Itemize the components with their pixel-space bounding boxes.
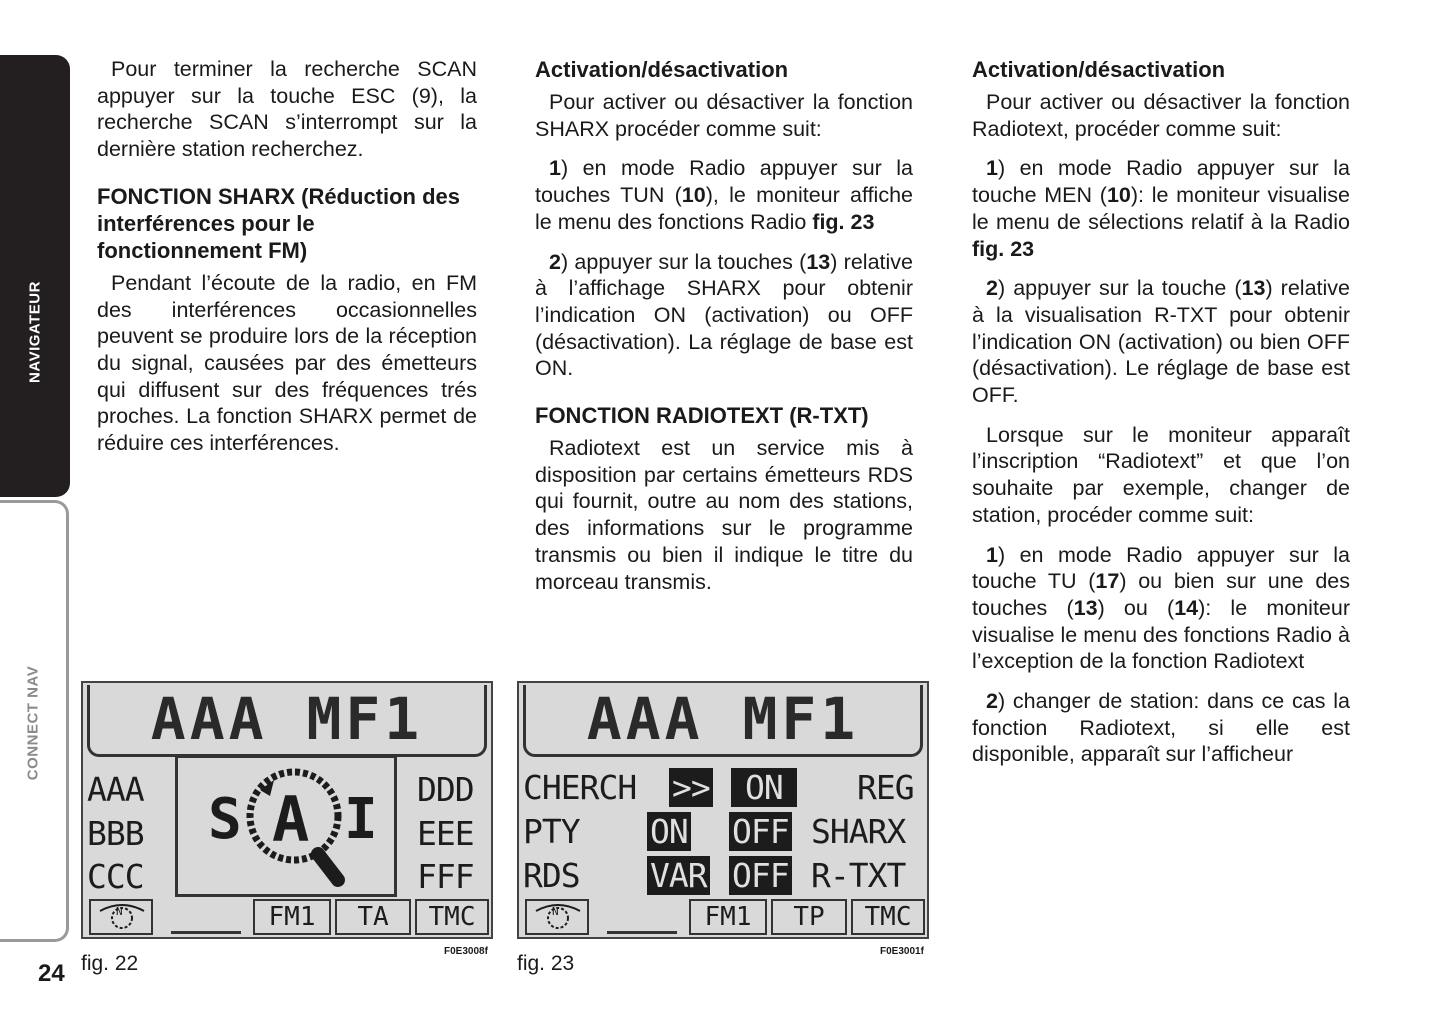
key-number: 14 [1174,595,1199,620]
scan-letter-s: S [208,787,241,852]
paragraph-sharx-step-2 [535,249,913,383]
navigation-button[interactable] [89,899,153,935]
preset-label: DDD [417,770,474,809]
fm1-button[interactable]: FM1 [689,899,767,935]
paragraph-radiotext-step-2 [972,275,1350,409]
tab-navigateur-label: NAVIGATEUR [26,281,44,383]
navigation-compass-icon [528,901,586,931]
preset-label: EEE [417,814,474,853]
step-text: ) en mode Radio appuyer sur la touche TU ( [972,542,1350,594]
menu-value-text: VAR [647,856,710,895]
menu-value-text: ON [731,768,797,807]
step-number: 2 [986,689,998,714]
step-text: ) ou ( [1097,595,1175,620]
menu-value-text: ON [647,812,691,851]
svg-text:N: N [552,905,559,918]
step-text: ) relative à l’affichage SHARX pour obtenir l’indication ON (activation) ou OFF (désactivation). La réglage de base est ON. [535,249,913,381]
heading-activation-sharx: Activation/désactivation [535,57,789,82]
step-text: ) ou bien sur une des touches ( [972,569,1350,620]
fm1-button[interactable]: FM1 [253,899,331,935]
scan-letter-i: I [344,787,377,852]
page-number: 24 [38,960,65,987]
tab-navigateur[interactable] [0,55,70,497]
frequency-display: AAA MF1 [87,685,487,757]
step-text: ) appuyer sur la touche ( [997,276,1242,301]
paragraph-sharx-step-1 [535,155,913,235]
figure-reference: fig. 23 [972,236,1035,261]
display-divider [607,931,677,934]
column-3 [972,56,1350,781]
tmc-button[interactable]: TMC [415,899,489,935]
menu-value-sharx[interactable] [729,813,792,851]
preset-label: CCC [87,857,144,896]
step-text: ) en mode Radio appuyer sur la touches TUN ( [535,156,913,208]
paragraph-sharx-procedure: Pour activer ou désactiver la fonction SHARX procéder comme suit: [535,90,913,141]
paragraph-sharx-intro: Pendant l’écoute de la radio, en FM des interférences occasionnelles peuvent se produire lors de la réception du signal, causées par des émetteurs qui diffusent sur des fréquences trés proches. La fonction SHARX permet de réduire ces interférences. [97,270,477,456]
paragraph-radiotext-step-1 [972,155,1350,262]
menu-value-rtxt[interactable] [729,857,792,895]
step-number: 1 [986,156,998,181]
figure-22-code: F0E3008f [444,946,488,957]
step-text: ) en mode Radio appuyer sur la touche MEN ( [972,156,1350,208]
menu-label-reg: REG [857,768,914,807]
key-number: 13 [1073,595,1098,620]
navigation-button[interactable] [525,899,589,935]
figure-23-radio-menu [517,681,929,939]
paragraph-radiotext-procedure: Pour activer ou désactiver la fonction Radiotext, procéder comme suit: [972,90,1350,141]
navigation-compass-icon [92,901,150,931]
heading-fonction-sharx: FONCTION SHARX (Réduction des interférences pour le fonctionnement FM) [97,183,461,263]
svg-text:N: N [116,905,123,918]
menu-label-rtxt: R-TXT [811,856,906,895]
step-text: ) appuyer sur la touches ( [560,249,807,274]
scan-popup [175,755,397,897]
menu-value-text: >> [669,768,713,807]
figure-reference: fig. 23 [812,209,875,234]
key-number: 13 [806,249,831,274]
preset-label: AAA [87,770,144,809]
frequency-display: AAA MF1 [523,685,923,757]
step-number: 2 [549,249,561,274]
step-text: ) relative à la visualisation R-TXT pour obtenir l’indication ON (activation) ou bien OFF (désactivation). Le réglage de base est OFF. [972,276,1350,408]
figure-22-caption: fig. 22 [81,952,139,975]
menu-value-text: OFF [729,856,792,895]
column-2 [535,56,913,608]
menu-value-cherch-state[interactable] [731,769,797,807]
heading-activation-radiotext: Activation/désactivation [972,57,1226,82]
key-number: 10 [1106,183,1131,208]
menu-value-text: OFF [729,812,792,851]
menu-label-rds: RDS [523,856,580,895]
figure-23-code: F0E3001f [880,946,924,957]
step-number: 2 [986,276,998,301]
paragraph-change-station-step-2 [972,688,1350,768]
heading-fonction-radiotext: FONCTION RADIOTEXT (R-TXT) [535,403,869,429]
step-text: ), le moniteur affiche le menu des fonctions Radio [535,183,913,234]
paragraph-scan-end: Pour terminer la recherche SCAN appuyer sur la touche ESC (9), la recherche SCAN s’interrompt sur la dernière station recherchez. [97,57,477,162]
menu-value-rds[interactable] [647,857,710,895]
key-number: 17 [1095,569,1120,594]
paragraph-radiotext-display: Lorsque sur le moniteur apparaît l’inscription “Radiotext” et que l’on souhaite par exemple, changer de station, procéder comme suit: [972,422,1350,527]
step-text: ): le moniteur visualise le menu des fonctions Radio à l’exception de la fonction Radiotext [972,595,1350,674]
menu-label-sharx: SHARX [811,812,906,851]
preset-label: BBB [87,814,144,853]
figure-23-caption: fig. 23 [517,952,575,975]
tmc-button[interactable]: TMC [851,899,925,935]
figure-22-radio-display [81,681,493,939]
menu-value-cherch-direction[interactable] [669,769,713,807]
preset-label: FFF [417,857,474,896]
paragraph-radiotext-intro: Radiotext est un service mis à disposition par certains émetteurs RDS qui fournit, outre au nom des stations, des informations sur le programme transmis ou bien il indique le titre du morceau transmis. [535,436,913,594]
column-1 [97,56,477,470]
key-number: 10 [681,183,706,208]
menu-label-pty: PTY [523,812,580,851]
display-divider [171,931,241,934]
tab-connect-nav[interactable] [0,500,69,942]
step-number: 1 [549,156,561,181]
key-number: 13 [1241,276,1266,301]
step-text: ): le moniteur visualise le menu de sélections relatif à la Radio [972,183,1350,234]
scan-letter-a: A [272,783,309,856]
ta-button[interactable]: TA [335,899,411,935]
step-number: 1 [986,542,998,567]
menu-label-cherch: CHERCH [523,768,637,807]
tp-button[interactable]: TP [771,899,847,935]
step-text: ) changer de station: dans ce cas la fonction Radiotext, si elle est disponible, apparaît sur l’afficheur [972,689,1350,767]
tab-connect-nav-label: CONNECT NAV [24,665,42,781]
paragraph-change-station-step-1 [972,542,1350,676]
menu-value-pty[interactable] [647,813,691,851]
